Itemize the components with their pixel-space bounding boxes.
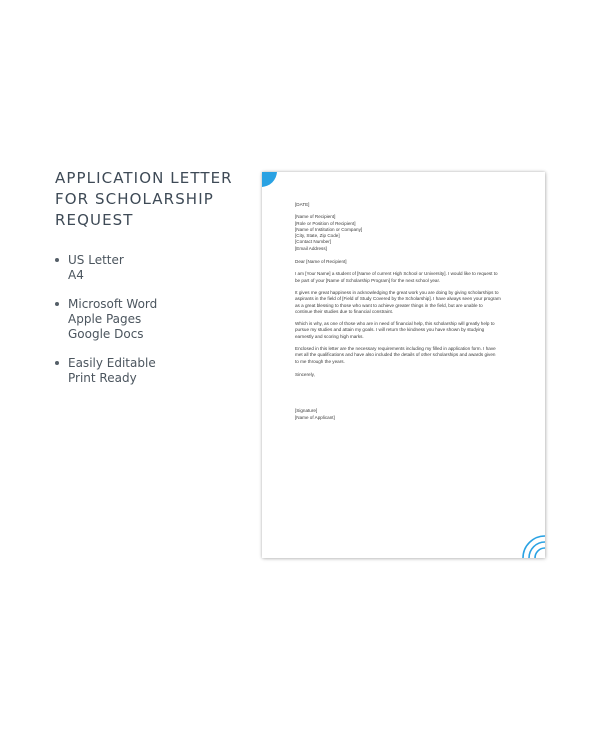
feature-line: Print Ready [68,371,137,385]
signature-block [295,408,523,421]
paragraph-line: to me through the years. [295,358,345,364]
recipient-block [295,214,523,252]
bullet-dot-icon [55,302,59,306]
recipient-line: [Name of Recipient] [295,214,336,220]
feature-apps [55,297,255,342]
signature-line: [Signature] [295,408,318,414]
closing: Sincerely, [295,371,315,377]
feature-line: US Letter [68,253,124,267]
recipient-line: [Name of Institution or Company] [295,226,363,232]
salutation: Dear [Name of Recipient] [295,259,347,265]
bullet-dot-icon [55,258,59,262]
paragraph-line: be part of your [Name of Scholarship Program] for the next school year. [295,277,441,283]
corner-circle-decoration-icon [262,172,277,187]
feature-line: A4 [68,268,84,282]
letter-paragraph [295,290,523,315]
template-title [55,168,255,231]
feature-line: Microsoft Word [68,297,158,311]
letter-preview [262,172,545,558]
paragraph-line: earnestly and scoring high marks. [295,333,364,339]
feature-formats [55,253,255,283]
paragraph-line: I am [Your Name] a student of [Name of current High School or University]. I would like to request to [295,271,498,277]
paragraph-line: Which is why, as one of those who are in need of financial help, this scholarship will greatly help to [295,321,495,327]
paragraph-line: as a great blessing to those who want to achieve greater things in the field, but are unable to [295,302,483,308]
feature-editing [55,356,255,386]
recipient-line: [City, State, Zip Code] [295,233,340,239]
paragraph-line: met all the qualifications and have also included the details of other scholarships and awards given [295,352,496,358]
bullet-dot-icon [55,361,59,365]
template-info [55,168,255,400]
paragraph-line: It gives me great happiness in acknowledging the great work you are doing by giving scholarships to [295,289,499,295]
title-line: REQUEST [55,211,134,229]
title-line: FOR SCHOLARSHIP [55,190,214,208]
letter-body [295,202,523,421]
paragraph-line: pursue my studies and attain my goals. I will return the kindness you have shown by studying [295,327,485,333]
feature-list [55,253,255,386]
letter-paragraph [295,321,523,340]
letter-paragraph [295,271,523,284]
feature-line: Apple Pages [68,312,142,326]
paragraph-line: aspirants in the field of [Field of Study Covered by the Scholarship]. I have always seen your program [295,296,501,302]
paragraph-line: Enclosed in this letter are the necessary requirements including my filled in application form. I have [295,346,496,352]
letter-paragraph [295,346,523,365]
title-line: APPLICATION LETTER [55,169,233,187]
recipient-line: [Email Address] [295,245,327,251]
feature-line: Easily Editable [68,356,156,370]
signature-line: [Name of Applicant] [295,414,335,420]
letter-date: [DATE] [295,202,310,207]
feature-line: Google Docs [68,327,144,341]
paragraph-line: continue their studies due to financial constraint. [295,308,394,314]
recipient-line: [Role or Position of Recipient] [295,220,356,226]
corner-arcs-decoration-icon [519,532,545,558]
recipient-line: [Contact Number] [295,239,331,245]
